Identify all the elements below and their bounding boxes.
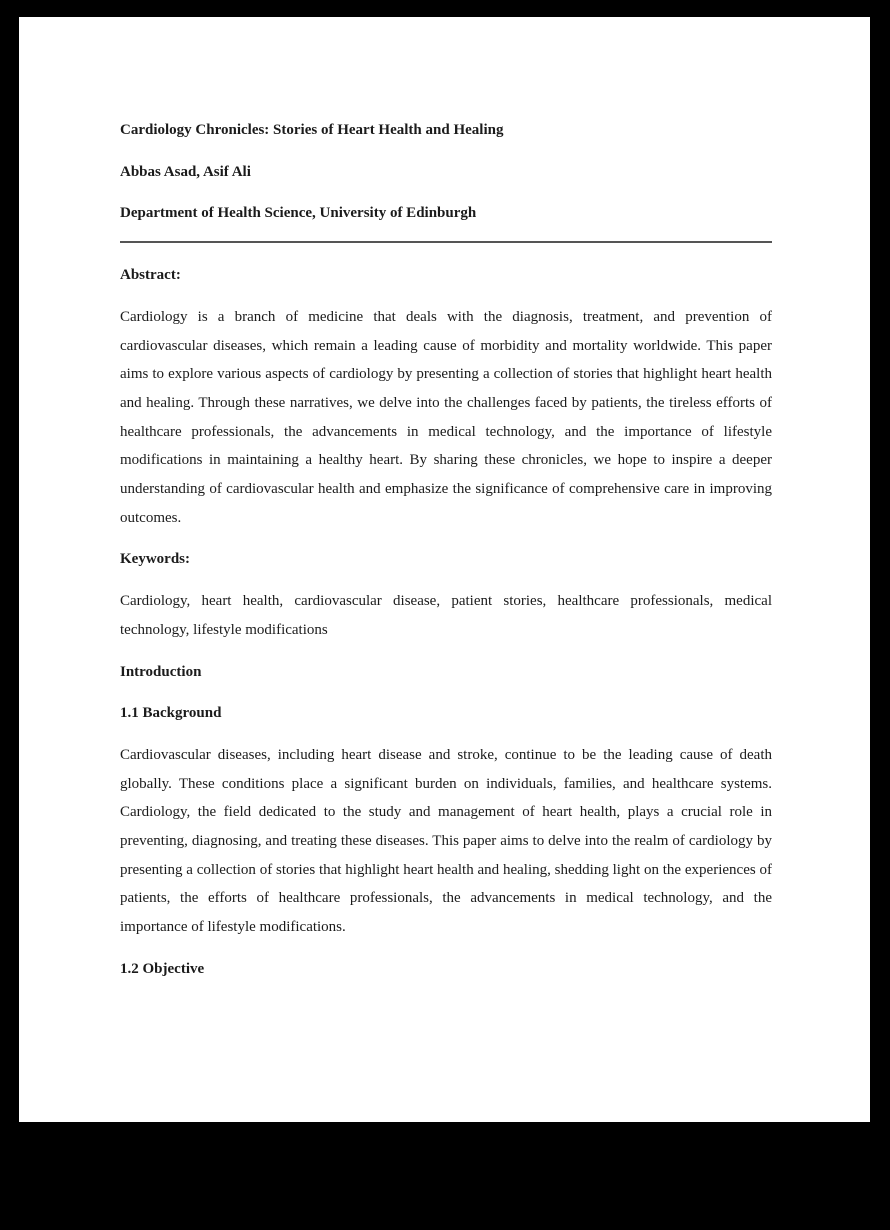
paper-affiliation: Department of Health Science, University of Edinburgh (120, 205, 477, 222)
background-heading: 1.1 Background (120, 705, 222, 722)
paper-title: Cardiology Chronicles: Stories of Heart Health and Healing (120, 122, 504, 138)
page-content (19, 17, 870, 984)
abstract-paragraph: Cardiology is a branch of medicine that deals with the diagnosis, treatment, and prevention of cardiovascular diseases, which remain a leading cause of morbidity and mortality worldwide. This paper aims to explore various aspects of cardiology by presenting a collection of stories that highlight heart health and healing. Through these narratives, we delve into the challenges faced by patients, the tireless efforts of healthcare professionals, the advancements in medical technology, and the importance of lifestyle modifications in maintaining a healthy heart. By sharing these chronicles, we hope to inspire a deeper understanding of cardiovascular health and emphasize the significance of comprehensive care in improving outcomes. (120, 308, 772, 526)
abstract-heading: Abstract: (120, 267, 181, 284)
title-divider (120, 241, 772, 243)
document-page (19, 17, 870, 1122)
keywords-heading: Keywords: (120, 551, 190, 568)
objective-heading: 1.2 Objective (120, 960, 205, 977)
introduction-heading: Introduction (120, 663, 202, 680)
background-paragraph: Cardiovascular diseases, including heart disease and stroke, continue to be the leading cause of death globally. These conditions place a significant burden on individuals, families, and healthcare systems. Cardiology, the field dedicated to the study and management of heart health, plays a crucial role in preventing, diagnosing, and treating these diseases. This paper aims to delve into the realm of cardiology by presenting a collection of stories that highlight heart health and healing, shedding light on the experiences of patients, the efforts of healthcare professionals, the advancements in medical technology, and the importance of lifestyle modifications. (120, 746, 772, 936)
keywords-paragraph: Cardiology, heart health, cardiovascular disease, patient stories, healthcare professionals, medical technology, lifestyle modifications (120, 593, 772, 638)
paper-authors: Abbas Asad, Asif Ali (120, 163, 251, 180)
